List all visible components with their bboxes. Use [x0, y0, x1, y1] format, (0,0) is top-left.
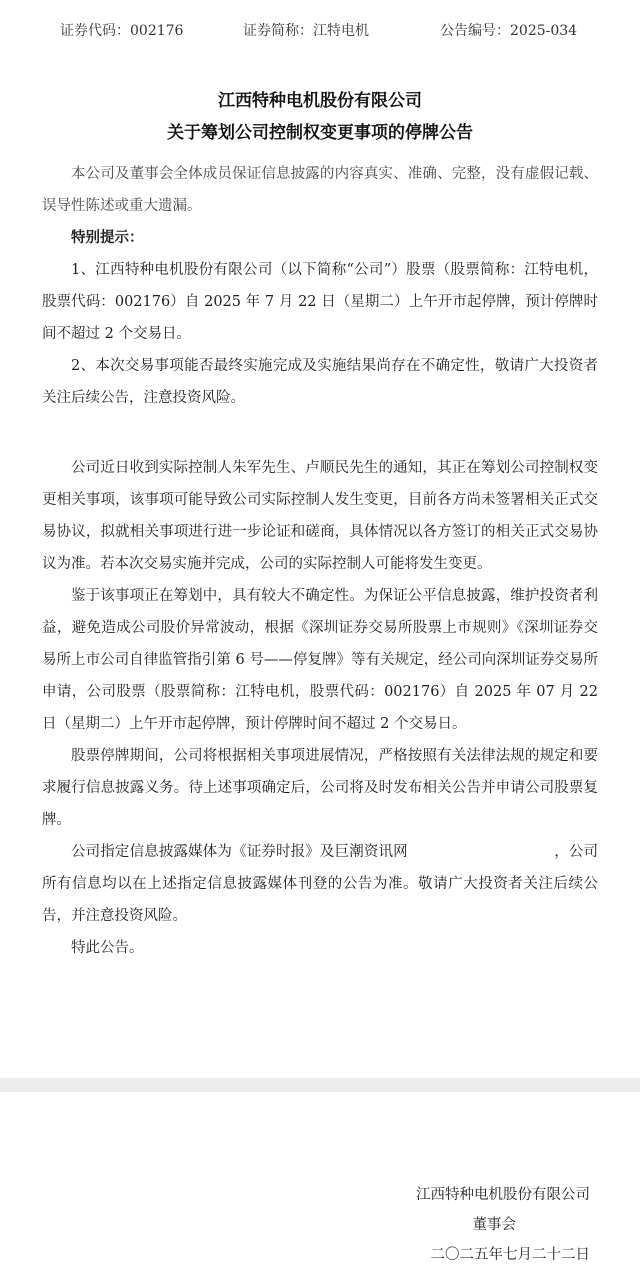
body-paragraph: 公司近日收到实际控制人朱军先生、卢顺民先生的通知，其正在筹划公司控制权变更相关事项，该事项可能导致公司实际控制人发生变更，目前各方尚未签署相关正式交易协议，拟就相关事项进行进一步论证和磋商，具体情况以各方签订的相关正式交易协议为准。若本次交易实施并完成，公司的实际控制人可能将发生变更。 [42, 460, 598, 572]
signature-company: 江西特种电机股份有限公司 [416, 1187, 590, 1203]
signature-date: 二〇二五年七月二十二日 [430, 1247, 590, 1263]
signature-block [290, 1180, 590, 1270]
body-paragraph: 公司指定信息披露媒体为《证券时报》及巨潮资讯网 ，公司所有信息均以在上述指定信息披露媒体刊登的公告为准。敬请广大投资者关注后续公告，并注意投资风险。 [42, 844, 598, 924]
board-guarantee-notice: 本公司及董事会全体成员保证信息披露的内容真实、准确、完整，没有虚假记载、误导性陈述或重大遗漏。 [42, 166, 598, 214]
page-divider [0, 1078, 640, 1092]
company-title: 江西特种电机股份有限公司 [218, 91, 422, 111]
special-tip-item: 2、本次交易事项能否最终实施完成及实施结果尚存在不确定性，敬请广大投资者关注后续公告，注意投资风险。 [42, 358, 598, 406]
special-tip-item: 1、江西特种电机股份有限公司（以下简称“公司”）股票（股票简称：江特电机，股票代码：002176）自 2025 年 7 月 22 日（星期二）上午开市起停牌，预计停牌时间不超过 2 个交易日。 [42, 262, 598, 342]
special-tips-heading: 特别提示： [71, 230, 144, 246]
section-gap [42, 414, 598, 452]
document-header [0, 20, 640, 42]
security-code: 证券代码：002176 [60, 23, 184, 39]
announcement-body [42, 158, 598, 964]
announcement-title: 关于筹划公司控制权变更事项的停牌公告 [167, 123, 473, 143]
body-paragraph: 股票停牌期间，公司将根据相关事项进展情况，严格按照有关法律法规的规定和要求履行信息披露义务。待上述事项确定后，公司将及时发布相关公告并申请公司股票复牌。 [42, 748, 598, 828]
signature-board: 董事会 [472, 1217, 516, 1233]
security-abbreviation: 证券简称：江特电机 [243, 23, 369, 39]
body-paragraph: 鉴于该事项正在筹划中，具有较大不确定性。为保证公平信息披露，维护投资者利益，避免造成公司股价异常波动，根据《深圳证券交易所股票上市规则》《深圳证券交易所上市公司自律监管指引第 6 号——停复牌》等有关规定，经公司向深圳证券交易所申请，公司股票（股票简称：江特电机，股票代码：002176）自 2025 年 07 月 22 日（星期二）上午开市起停牌，预计停牌时间不超过 2 个交易日。 [42, 588, 598, 732]
closing-statement: 特此公告。 [71, 940, 144, 956]
announcement-number: 公告编号：2025-034 [440, 23, 578, 39]
